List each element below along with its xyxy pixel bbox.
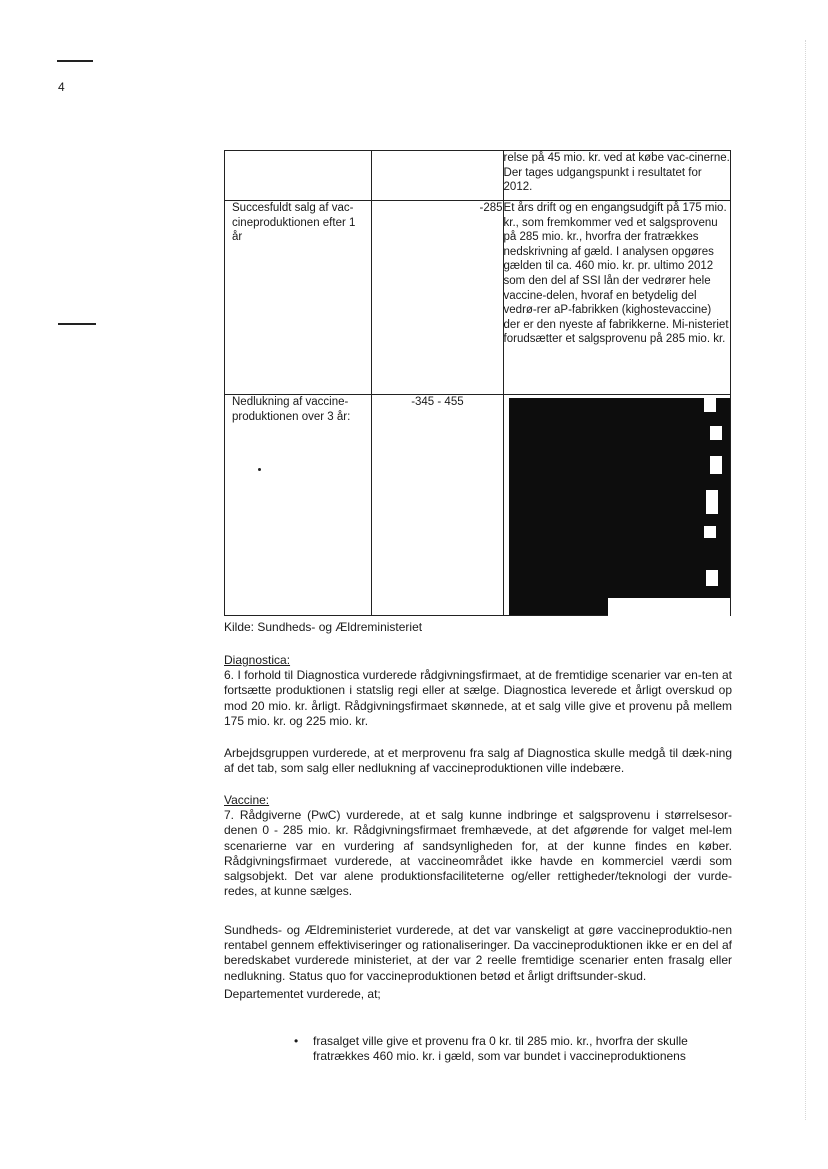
paragraph: Arbejdsgruppen vurderede, at et merprovenu fra salg af Diagnostica skulle medgå til dæk-ning af det tab, som salg eller nedlukning af vaccineproduktionen ville indebære.: [224, 746, 732, 776]
section-diagnostica: [224, 653, 732, 729]
list-item: [294, 1034, 732, 1064]
page-number: 4: [58, 80, 65, 94]
redaction-notch: [608, 598, 730, 618]
margin-bar-middle: [58, 323, 96, 325]
paragraph: Sundheds- og Ældreministeriet vurderede, at det var vanskeligt at gøre vaccineproduktio-nen rentabel gennem effektiviseringer og rationaliseringer. Da vaccineproduktionen ikke er en del af beredskabet vurderede ministeriet, at der var 2 reelle fremtidige scenarier enten frasalg eller nedlukning. Status quo for vaccineproduktionen betød et årligt driftsunder-skud.: [224, 923, 732, 983]
margin-bar-top: [57, 60, 93, 62]
redaction-notch: [706, 570, 718, 586]
scan-edge-artifact: [805, 40, 807, 1120]
paragraph: 6. I forhold til Diagnostica vurderede rådgivningsfirmaet, at de fremtidige scenarier var en-ten at fortsætte produktionen i statslig regi eller at sælge. Diagnostica leverede et årligt overskud op mod 20 mio. kr. årligt. Rådgivningsfirmaet skønnede, at et salg ville give et provenu på mellem 175 mio. kr. og 225 mio. kr.: [224, 668, 732, 728]
description-cell: Et års drift og en engangsudgift på 175 mio. kr., som fremkommer ved et salgsprovenu på 285 mio. kr., hvorfra der fratrækkes nedskrivning af gæld. I analysen opgøres gælden til ca. 460 mio. kr. pr. ultimo 2012 som den del af SSI lån der vedrører hele vaccine-delen, hvoraf en betydelig del vedrø-rer aP-fabrikken (kighostevaccine) der er den nyeste af fabrikkerne. Mi-nisteriet forudsætter et salgsprovenu på 285 mio. kr.: [503, 201, 730, 395]
amount-cell: -345 - 455: [372, 395, 503, 616]
stray-dot: [258, 468, 261, 471]
bullet-icon: •: [294, 1034, 299, 1048]
bullet-text: frasalget ville give et provenu fra 0 kr. til 285 mio. kr., hvorfra der skulle fratrækkes 460 mio. kr. i gæld, som var bundet i vaccineproduktionens: [313, 1034, 688, 1064]
redaction-notch: [704, 526, 716, 538]
redacted-cell: [503, 395, 730, 616]
section-heading: Vaccine:: [224, 793, 270, 807]
redaction-notch: [706, 490, 718, 514]
redaction-notch: [710, 456, 722, 474]
table-row: [225, 201, 731, 395]
scenario-label: Nedlukning af vaccine-produktionen over 3 år:: [232, 396, 351, 423]
scenario-cell: [225, 201, 372, 395]
section-vaccine: [224, 793, 732, 899]
amount-cell: [372, 151, 503, 201]
redaction-notch: [704, 398, 716, 412]
scenario-cell: [225, 395, 372, 616]
redaction-notch: [710, 426, 722, 440]
amount-cell: -285: [372, 201, 503, 395]
table-row: [225, 151, 731, 201]
scenario-label: Succesfuldt salg af vac-cineproduktionen efter 1 år: [232, 202, 356, 244]
scenario-cell: [225, 151, 372, 201]
scenario-table: [224, 150, 731, 616]
paragraph: Departementet vurderede, at;: [224, 987, 381, 1001]
paragraph: 7. Rådgiverne (PwC) vurderede, at et salg kunne indbringe et salgsprovenu i størrelsesor-denen 0 - 285 mio. kr. Rådgivningsfirmaet fremhævede, at det afgørende for valget mel-lem scenarierne var en vurdering af sandsynligheden for, at der kunne findes en køber. Rådgivningsfirmaet vurderede, at vaccineområdet ikke havde en kommerciel værdi som salgsobjekt. Det var alene produktionsfaciliteterne og/eller rettigheder/teknologi der vurde-redes, at kunne sælges.: [224, 808, 732, 899]
section-heading: Diagnostica:: [224, 653, 291, 667]
table-row: [225, 395, 731, 616]
description-cell: relse på 45 mio. kr. ved at købe vac-cinerne. Der tages udgangspunkt i resultatet for 2012.: [503, 151, 730, 201]
table-source: Kilde: Sundheds- og Ældreministeriet: [224, 620, 423, 634]
bullet-list: [294, 1034, 732, 1064]
redaction-block: [509, 398, 730, 615]
